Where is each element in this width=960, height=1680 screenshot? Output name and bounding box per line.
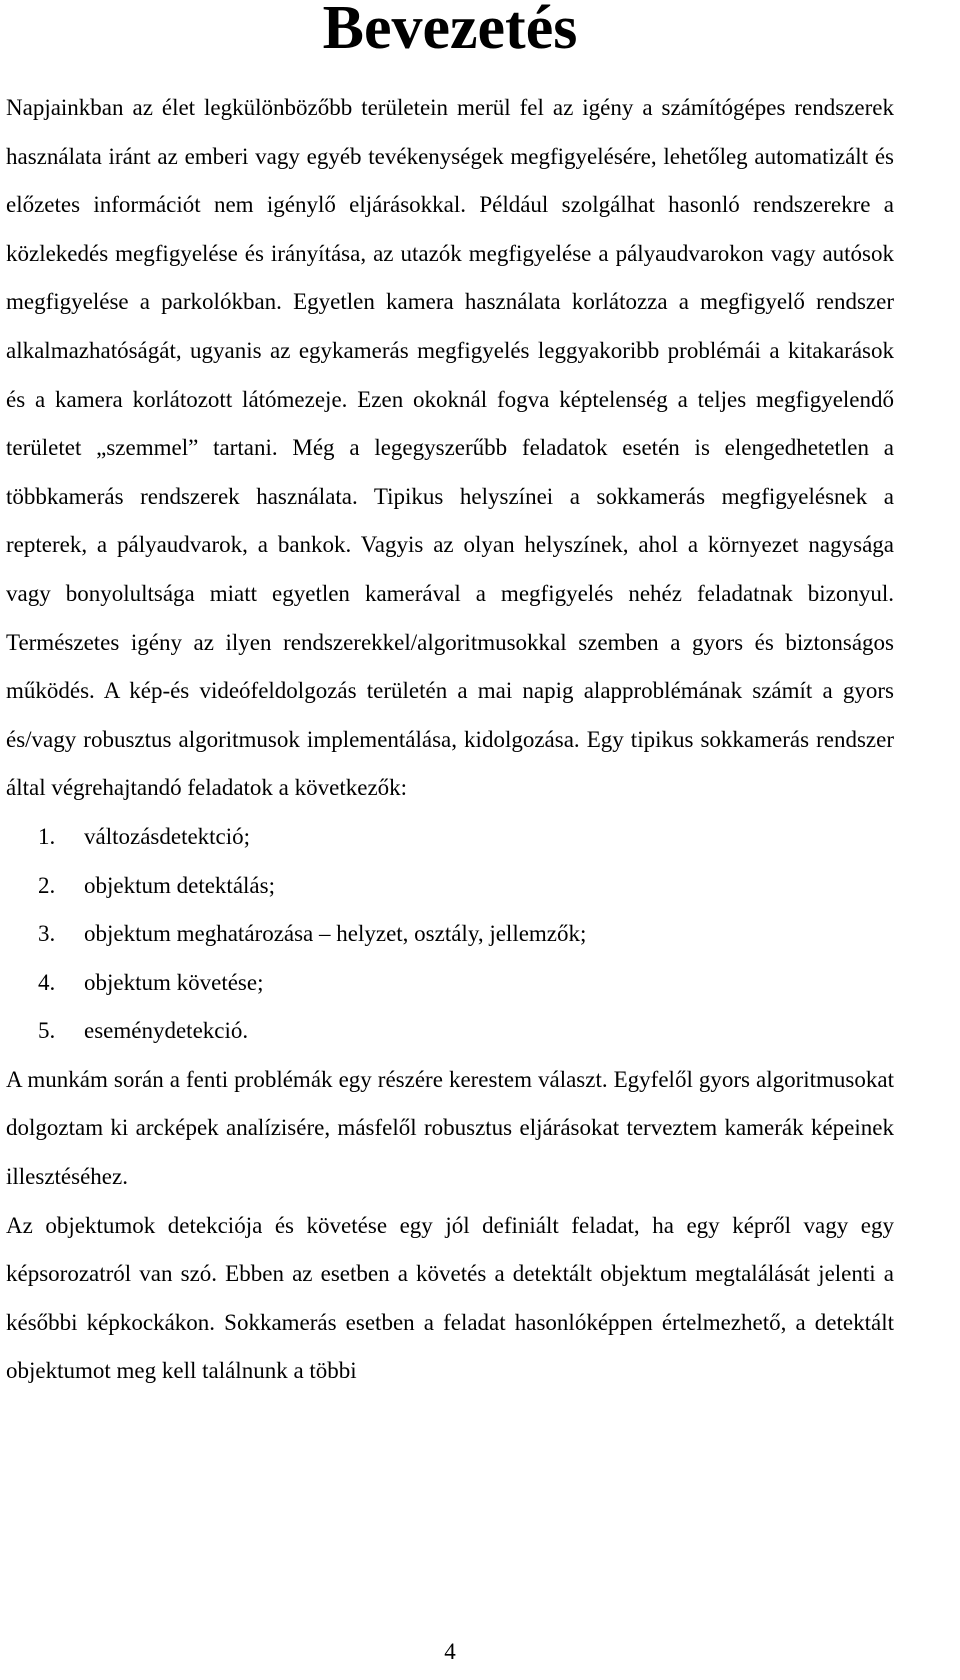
list-item-text: objektum meghatározása – helyzet, osztály, jellemzők;: [84, 921, 587, 947]
body-text: [6, 84, 894, 1396]
page-number: 4: [444, 1639, 456, 1664]
document-page: [6, 0, 894, 1680]
list-item-number: 3.: [38, 921, 56, 947]
list-item-text: változásdetektció;: [84, 823, 251, 849]
list-item-number: 4.: [38, 969, 56, 995]
task-list: [6, 813, 894, 1056]
list-item-number: 1.: [38, 823, 56, 849]
list-item: [38, 862, 894, 911]
paragraph-detection: Az objektumok detekciója és követése egy jól definiált feladat, ha egy képről vagy egy képsorozatról van szó. Ebben az esetben a követés a detektált objektum megtalálását jelenti a későbbi képkockákon. Sokkamerás esetben a feladat hasonlóképpen értelmezhető, a detektált objektumot meg kell találnunk a többi: [6, 1212, 894, 1384]
list-item-text: objektum követése;: [84, 969, 264, 995]
paragraph-work: A munkám során a fenti problémák egy részére kerestem választ. Egyfelől gyors algoritmusokat dolgoztam ki arcképek analízisére, másfelől robusztus eljárásokat terveztem kamerák képeinek illesztéséhez.: [6, 1066, 894, 1190]
list-item: [38, 813, 894, 862]
list-item-text: eseménydetekció.: [84, 1018, 249, 1044]
list-item: [38, 959, 894, 1008]
list-item: [38, 1007, 894, 1056]
list-item: [38, 910, 894, 959]
page-title: Bevezetés: [322, 0, 578, 62]
list-item-number: 2.: [38, 872, 56, 898]
list-item-text: objektum detektálás;: [84, 872, 275, 898]
paragraph-intro: Napjainkban az élet legkülönbözőbb területein merül fel az igény a számítógépes rendszerek használata iránt az emberi vagy egyéb tevékenységek megfigyelésére, lehetőleg automatizált és előzetes információt nem igénylő eljárásokkal. Például szolgálhat hasonló rendszerekre a közlekedés megfigyelése és irányítása, az utazók megfigyelése a pályaudvarokon vagy autósok megfigyelése a parkolókban. Egyetlen kamera használata korlátozza a megfigyelő rendszer alkalmazhatóságát, ugyanis az egykamerás megfigyelés leggyakoribb problémái a kitakarások és a kamera korlátozott látómezeje. Ezen okoknál fogva képtelenség a teljes megfigyelendő területet „szemmel” tartani. Még a legegyszerűbb feladatok esetén is elengedhetetlen a többkamerás rendszerek használata. Tipikus helyszínei a sokkamerás megfigyelésnek a repterek, a pályaudvarok, a bankok. Vagyis az olyan helyszínek, ahol a környezet nagysága vagy bonyolultsága miatt egyetlen kamerával a megfigyelés nehéz feladatnak bizonyul. Természetes igény az ilyen rendszerekkel/algoritmusokkal szemben a gyors és biztonságos működés. A kép-és videófeldolgozás területén a mai napig alapproblémának számít a gyors és/vagy robusztus algoritmusok implementálása, kidolgozása. Egy tipikus sokkamerás rendszer által végrehajtandó feladatok a következők:: [6, 95, 894, 801]
list-item-number: 5.: [38, 1018, 56, 1044]
